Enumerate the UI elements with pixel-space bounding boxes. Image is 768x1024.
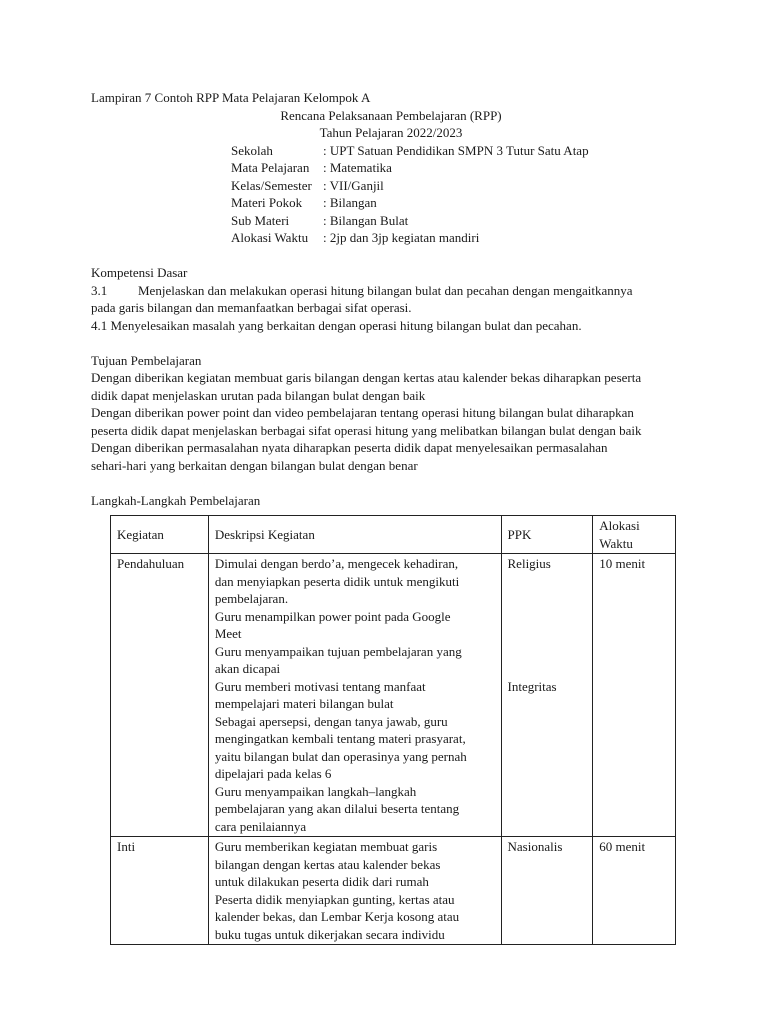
cell-deskripsi: Guru memberikan kegiatan membuat garis bilangan dengan kertas atau kalender bekas untuk dilakukan peserta didik dari rumah Peserta didik menyiapkan gunting, kertas atau kalender bekas, dan Lembar Kerja kosong atau buku tugas untuk dikerjakan secara individu: [208, 837, 501, 945]
langkah-heading: Langkah-Langkah Pembelajaran: [91, 492, 261, 508]
column-header-deskripsi: Deskripsi Kegiatan: [208, 516, 501, 554]
document-title: Rencana Pelaksanaan Pembelajaran (RPP): [280, 107, 502, 123]
kd-3-1: 3.1 Menjelaskan dan melakukan operasi hitung bilangan bulat dan pecahan dengan mengaitkannya: [91, 282, 633, 298]
lampiran-heading: Lampiran 7 Contoh RPP Mata Pelajaran Kelompok A: [91, 90, 371, 105]
identity-row-alokasi: Alokasi Waktu : 2jp dan 3jp kegiatan mandiri: [231, 230, 480, 245]
identity-row-materi: Materi Pokok : Bilangan: [231, 195, 377, 210]
tujuan-heading: Tujuan Pembelajaran: [91, 352, 202, 368]
cell-kegiatan: Pendahuluan: [111, 554, 209, 837]
tujuan-line: Dengan diberikan power point dan video pembelajaran tentang operasi hitung bilangan bulat diharapkan: [91, 405, 634, 420]
langkah-table: [110, 515, 676, 945]
kd-3-1-continued: pada garis bilangan dan memanfaatkan berbagai sifat operasi.: [91, 300, 412, 315]
table-row-inti: [111, 837, 676, 945]
cell-ppk: Nasionalis: [501, 837, 593, 945]
identity-row-submateri: Sub Materi : Bilangan Bulat: [231, 212, 409, 228]
tujuan-line: Dengan diberikan permasalahan nyata diharapkan peserta didik dapat menyelesaikan permasalahan: [91, 440, 608, 455]
tujuan-line: sehari-hari yang berkaitan dengan bilangan bulat dengan benar: [91, 457, 418, 473]
identity-row-kelas: Kelas/Semester : VII/Ganjil: [231, 177, 384, 193]
cell-ppk: Religius Integritas: [501, 554, 593, 837]
cell-alokasi: 60 menit: [593, 837, 676, 945]
column-header-alokasi: Alokasi Waktu: [593, 516, 676, 554]
identity-row-mapel: Mata Pelajaran : Matematika: [231, 160, 392, 175]
table-row-pendahuluan: [111, 554, 676, 837]
cell-alokasi: 10 menit: [593, 554, 676, 837]
column-header-ppk: PPK: [501, 516, 593, 554]
identity-row-sekolah: Sekolah : UPT Satuan Pendidikan SMPN 3 Tutur Satu Atap: [231, 142, 589, 158]
tujuan-line: Dengan diberikan kegiatan membuat garis bilangan dengan kertas atau kalender bekas diharapkan peserta: [91, 370, 642, 385]
kd-4-1: 4.1 Menyelesaikan masalah yang berkaitan dengan operasi hitung bilangan bulat dan pecahan.: [91, 317, 582, 333]
kompetensi-heading: Kompetensi Dasar: [91, 265, 188, 280]
document-page: [91, 89, 691, 509]
academic-year: Tahun Pelajaran 2022/2023: [319, 125, 463, 140]
identity-block: [231, 142, 691, 247]
cell-kegiatan: Inti: [111, 837, 209, 945]
column-header-kegiatan: Kegiatan: [111, 516, 209, 554]
cell-deskripsi: Dimulai dengan berdo’a, mengecek kehadiran, dan menyiapkan peserta didik untuk mengikuti pembelajaran. Guru menampilkan power point pada Google Meet Guru menyampaikan tujuan pembelajaran yang akan dicapai Guru memberi motivasi tentang manfaat mempelajari materi bilangan bulat Sebagai apersepsi, dengan tanya jawab, guru mengingatkan kembali tentang materi prasyarat, yaitu bilangan bulat dan operasinya yang pernah dipelajari pada kelas 6 Guru menyampaikan langkah–langkah pembelajaran yang akan dilalui beserta tentang cara penilaiannya: [208, 554, 501, 837]
tujuan-line: didik dapat menjelaskan urutan pada bilangan bulat dengan baik: [91, 387, 426, 403]
table-header-row: [111, 516, 676, 554]
tujuan-line: peserta didik dapat menjelaskan berbagai sifat operasi hitung yang melibatkan bilangan bulat dengan baik: [91, 422, 642, 438]
